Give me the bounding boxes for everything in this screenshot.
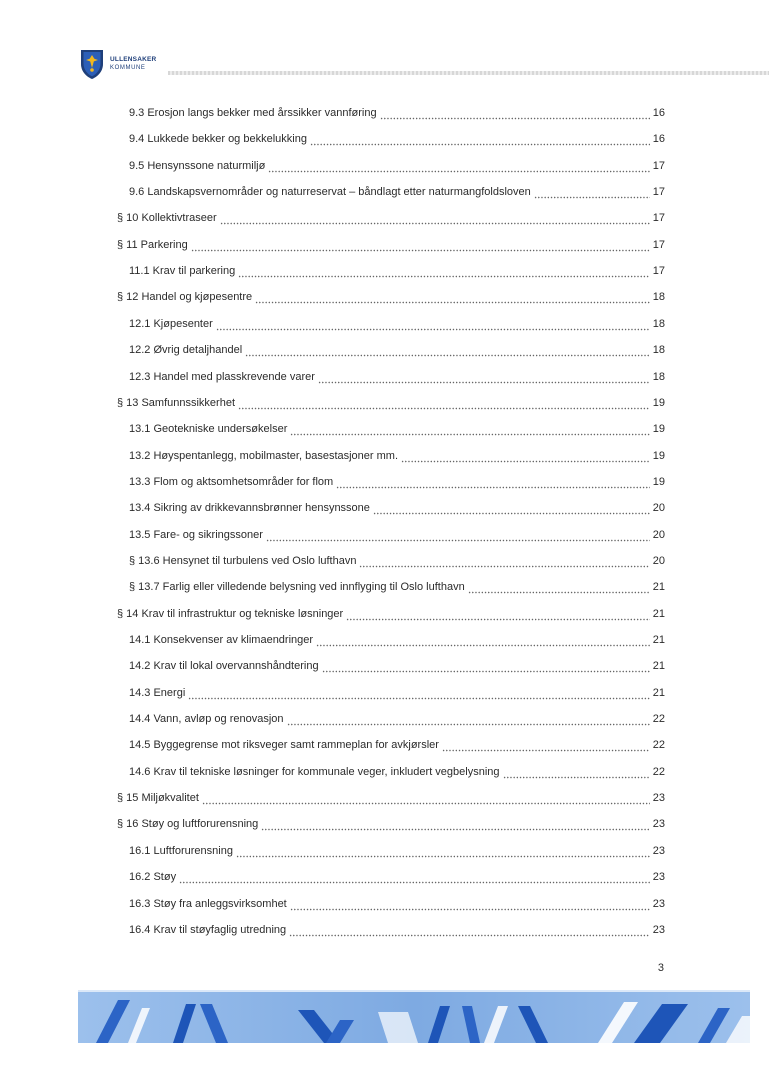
- toc-entry[interactable]: [129, 420, 665, 438]
- toc-dot-leader: [238, 400, 650, 410]
- toc-entry-title: 14.3 Energi: [129, 687, 186, 699]
- toc-entry-title: 14.5 Byggegrense mot riksveger samt rammeplan for avkjørsler: [129, 739, 439, 751]
- toc-entry-title: 14.4 Vann, avløp og renovasjon: [129, 713, 284, 725]
- toc-entry-title: 12.3 Handel med plasskrevende varer: [129, 371, 315, 383]
- toc-entry-page: 22: [652, 766, 665, 778]
- toc-entry[interactable]: [129, 262, 665, 280]
- toc-dot-leader: [310, 136, 650, 146]
- toc-entry-title: 13.3 Flom og aktsomhetsområder for flom: [129, 476, 334, 488]
- toc-entry-page: 17: [652, 186, 665, 198]
- toc-entry[interactable]: [129, 736, 665, 754]
- toc-entry[interactable]: [129, 763, 665, 781]
- toc-entry-page: 20: [652, 555, 665, 567]
- toc-dot-leader: [373, 505, 650, 515]
- toc-entry-page: 22: [652, 713, 665, 725]
- footer-banner: [78, 990, 750, 1043]
- toc-entry-title: § 13 Samfunnssikkerhet: [117, 397, 236, 409]
- toc-entry[interactable]: [129, 499, 665, 517]
- toc-entry-page: 20: [652, 529, 665, 541]
- toc-entry[interactable]: [129, 130, 665, 148]
- toc-entry-page: 23: [652, 924, 665, 936]
- toc-entry-title: 9.4 Lukkede bekker og bekkelukking: [129, 133, 307, 145]
- brand-name: ULLENSAKER: [110, 56, 157, 63]
- toc-entry[interactable]: [129, 368, 665, 386]
- brand-wordmark: [110, 56, 156, 72]
- toc-entry-page: 17: [652, 160, 665, 172]
- toc-dot-leader: [359, 558, 649, 568]
- toc-entry-page: 18: [652, 291, 665, 303]
- toc-dot-leader: [255, 294, 650, 304]
- toc-dot-leader: [289, 927, 650, 937]
- toc-entry[interactable]: [129, 631, 665, 649]
- toc-entry[interactable]: [129, 341, 665, 359]
- toc-dot-leader: [238, 268, 650, 278]
- toc-entry[interactable]: [129, 104, 665, 122]
- toc-entry[interactable]: [129, 868, 665, 886]
- toc-dot-leader: [503, 769, 650, 779]
- toc-entry-title: 9.5 Hensynssone naturmiljø: [129, 160, 266, 172]
- toc-entry-page: 16: [652, 107, 665, 119]
- toc-entry-title: 16.1 Luftforurensning: [129, 845, 233, 857]
- toc-entry[interactable]: [117, 209, 665, 227]
- toc-entry-page: 17: [652, 212, 665, 224]
- toc-entry-page: 16: [652, 133, 665, 145]
- toc-entry-page: 23: [652, 845, 665, 857]
- toc-entry-title: § 14 Krav til infrastruktur og tekniske løsninger: [117, 608, 344, 620]
- toc-entry-title: 13.5 Fare- og sikringssoner: [129, 529, 263, 541]
- toc-entry-title: 14.6 Krav til tekniske løsninger for kommunale veger, inkludert vegbelysning: [129, 766, 500, 778]
- toc-entry-page: 23: [652, 898, 665, 910]
- toc-dot-leader: [191, 242, 650, 252]
- toc-dot-leader: [468, 584, 650, 594]
- toc-entry[interactable]: [129, 710, 665, 728]
- toc-entry-page: 23: [652, 871, 665, 883]
- toc-dot-leader: [220, 215, 650, 225]
- brand-subtitle: KOMMUNE: [110, 65, 146, 71]
- toc-entry-page: 19: [652, 450, 665, 462]
- toc-entry-title: 12.1 Kjøpesenter: [129, 318, 213, 330]
- toc-dot-leader: [336, 479, 650, 489]
- toc-entry[interactable]: [129, 684, 665, 702]
- toc-entry-page: 21: [652, 634, 665, 646]
- toc-entry-title: § 11 Parkering: [117, 239, 188, 251]
- toc-dot-leader: [290, 426, 649, 436]
- toc-entry-title: 14.1 Konsekvenser av klimaendringer: [129, 634, 314, 646]
- toc-entry-page: 23: [652, 818, 665, 830]
- toc-entry-title: 11.1 Krav til parkering: [129, 265, 236, 277]
- toc-entry[interactable]: [129, 895, 665, 913]
- toc-dot-leader: [380, 110, 650, 120]
- toc-entry-title: 13.4 Sikring av drikkevannsbrønner hensynssone: [129, 502, 370, 514]
- toc-dot-leader: [401, 453, 650, 463]
- toc-entry-page: 18: [652, 344, 665, 356]
- toc-dot-leader: [236, 848, 650, 858]
- toc-entry[interactable]: [129, 183, 665, 201]
- toc-entry-title: 12.2 Øvrig detaljhandel: [129, 344, 243, 356]
- toc-entry-title: 9.3 Erosjon langs bekker med årssikker vannføring: [129, 107, 377, 119]
- toc-dot-leader: [216, 321, 650, 331]
- toc-entry-page: 21: [652, 687, 665, 699]
- toc-entry[interactable]: [117, 605, 665, 623]
- header-divider: [168, 71, 769, 75]
- toc-entry[interactable]: [117, 815, 665, 833]
- toc-dot-leader: [268, 163, 649, 173]
- toc-entry-title: 9.6 Landskapsvernområder og naturreservat – båndlagt etter naturmangfoldsloven: [129, 186, 531, 198]
- toc-entry-page: 18: [652, 318, 665, 330]
- toc-entry-title: § 15 Miljøkvalitet: [117, 792, 199, 804]
- toc-entry-title: 16.4 Krav til støyfaglig utredning: [129, 924, 287, 936]
- toc-entry[interactable]: [129, 578, 665, 596]
- toc-dot-leader: [442, 742, 650, 752]
- toc-entry-title: § 16 Støy og luftforurensning: [117, 818, 259, 830]
- toc-entry-page: 21: [652, 660, 665, 672]
- toc-dot-leader: [322, 663, 650, 673]
- toc-entry-page: 19: [652, 423, 665, 435]
- toc-entry[interactable]: [129, 157, 665, 175]
- toc-entry[interactable]: [129, 473, 665, 491]
- toc-entry[interactable]: [129, 842, 665, 860]
- toc-dot-leader: [202, 795, 650, 805]
- toc-entry-page: 22: [652, 739, 665, 751]
- toc-entry[interactable]: [117, 288, 665, 306]
- toc-entry[interactable]: [129, 552, 665, 570]
- toc-entry-title: § 10 Kollektivtraseer: [117, 212, 217, 224]
- toc-entry-page: 17: [652, 239, 665, 251]
- toc-entry-page: 20: [652, 502, 665, 514]
- toc-entry-page: 18: [652, 371, 665, 383]
- page-number: 3: [657, 962, 664, 974]
- toc-entry-page: 21: [652, 581, 665, 593]
- page-header: [80, 48, 760, 84]
- toc-entry-title: § 12 Handel og kjøpesentre: [117, 291, 253, 303]
- toc-entry-title: § 13.6 Hensynet til turbulens ved Oslo lufthavn: [129, 555, 357, 567]
- toc-entry-title: 16.3 Støy fra anleggsvirksomhet: [129, 898, 287, 910]
- toc-dot-leader: [245, 347, 650, 357]
- toc-dot-leader: [316, 637, 650, 647]
- toc-dot-leader: [261, 821, 650, 831]
- toc-entry[interactable]: [129, 657, 665, 675]
- toc-dot-leader: [318, 374, 650, 384]
- toc-entry[interactable]: [129, 921, 665, 939]
- toc-dot-leader: [290, 901, 650, 911]
- toc-dot-leader: [188, 690, 649, 700]
- toc-entry-title: 16.2 Støy: [129, 871, 177, 883]
- toc-dot-leader: [179, 874, 650, 884]
- toc-entry-page: 19: [652, 397, 665, 409]
- toc-entry[interactable]: [129, 526, 665, 544]
- toc-dot-leader: [266, 532, 650, 542]
- toc-entry[interactable]: [129, 315, 665, 333]
- toc-entry-page: 21: [652, 608, 665, 620]
- toc-entry[interactable]: [117, 394, 665, 412]
- toc-entry-page: 17: [652, 265, 665, 277]
- toc-entry[interactable]: [129, 447, 665, 465]
- toc-entry-page: 19: [652, 476, 665, 488]
- toc-entry[interactable]: [117, 789, 665, 807]
- toc-entry-page: 23: [652, 792, 665, 804]
- toc-entry[interactable]: [117, 236, 665, 254]
- toc-entry-title: 13.1 Geotekniske undersøkelser: [129, 423, 288, 435]
- coat-of-arms-icon: [80, 48, 104, 80]
- toc-dot-leader: [287, 716, 650, 726]
- toc-dot-leader: [534, 189, 650, 199]
- toc-entry-title: 14.2 Krav til lokal overvannshåndtering: [129, 660, 319, 672]
- toc-entry-title: § 13.7 Farlig eller villedende belysning ved innflyging til Oslo lufthavn: [129, 581, 465, 593]
- toc-dot-leader: [346, 611, 650, 621]
- toc-entry-title: 13.2 Høyspentanlegg, mobilmaster, basestasjoner mm.: [129, 450, 399, 462]
